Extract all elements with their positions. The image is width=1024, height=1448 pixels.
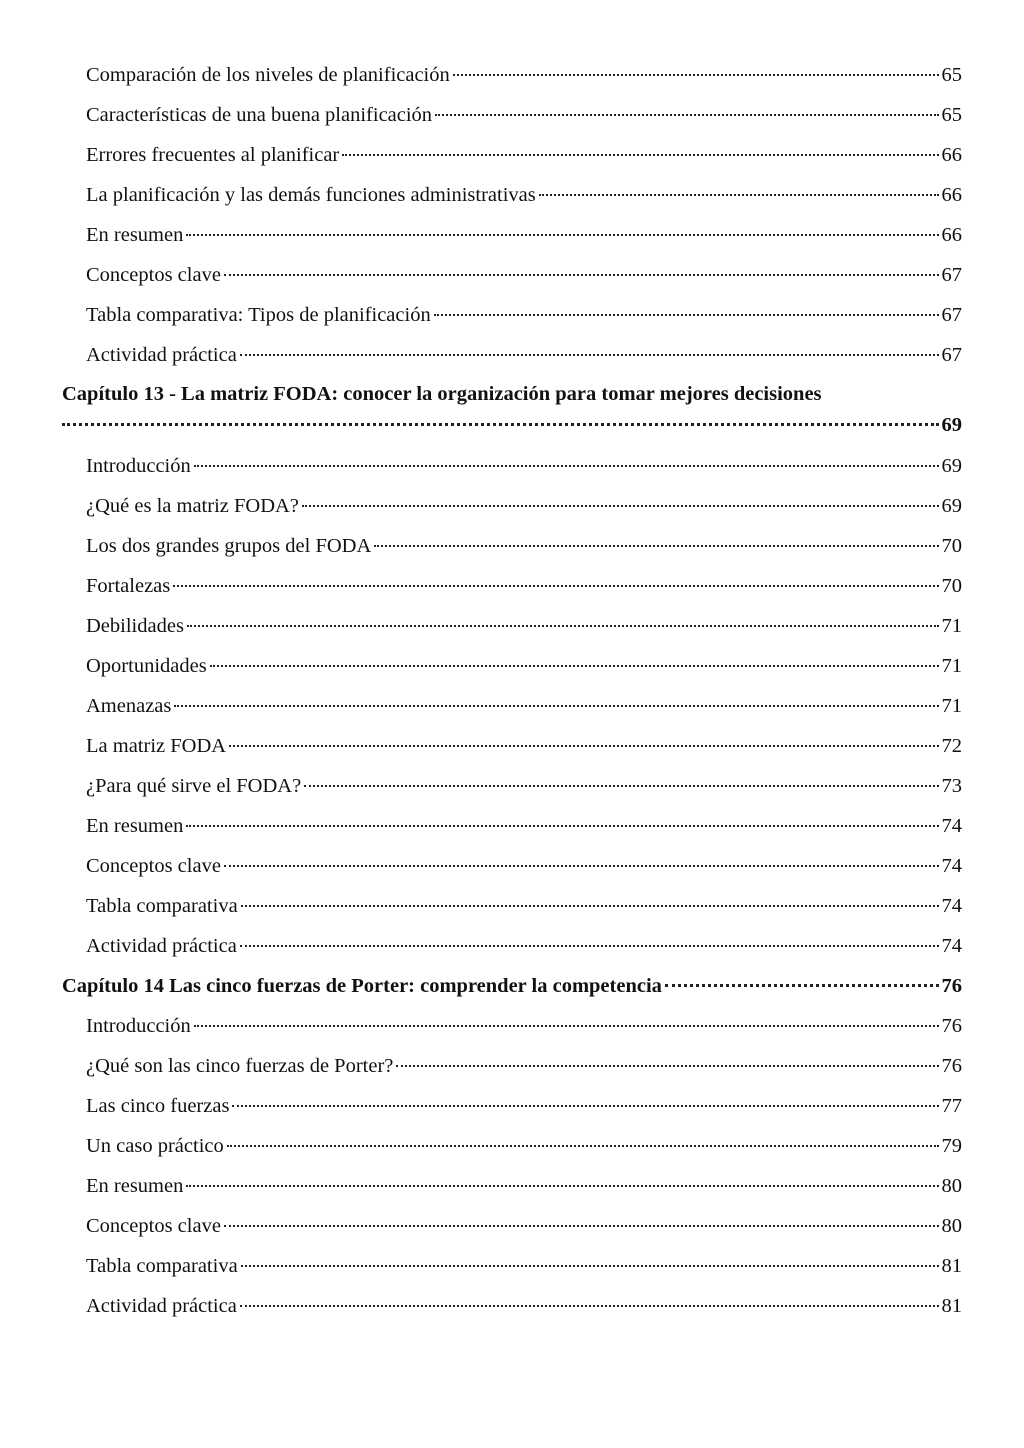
toc-dot-leader	[232, 1105, 938, 1107]
toc-page-number: 76	[941, 1055, 962, 1077]
toc-dot-leader	[241, 1265, 939, 1267]
toc-dot-leader	[224, 865, 939, 867]
toc-page-number: 66	[941, 224, 962, 246]
toc-entry-title: Introducción	[86, 455, 191, 477]
toc-dot-leader	[396, 1065, 938, 1067]
toc-entry-title: Errores frecuentes al planificar	[86, 144, 340, 166]
toc-entry-title: Introducción	[86, 1015, 191, 1037]
toc-entry-title: ¿Qué es la matriz FODA?	[86, 495, 299, 517]
toc-chapter-entry[interactable]	[62, 966, 962, 1006]
toc-entry-title: ¿Para qué sirve el FODA?	[86, 775, 302, 797]
toc-entry-title: Actividad práctica	[86, 1295, 237, 1317]
toc-entry-title: Capítulo 14 Las cinco fuerzas de Porter: comprender la competencia	[62, 975, 662, 997]
toc-section-entry[interactable]	[62, 1126, 962, 1166]
toc-entry-title: En resumen	[86, 1175, 184, 1197]
toc-entry-title: La matriz FODA	[86, 735, 227, 757]
table-of-contents	[62, 55, 962, 1326]
toc-dot-leader	[229, 745, 938, 747]
toc-page-number: 70	[941, 575, 962, 597]
toc-page-number: 76	[941, 1015, 962, 1037]
toc-section-entry[interactable]	[62, 646, 962, 686]
toc-dot-leader	[62, 423, 939, 426]
toc-section-entry[interactable]	[62, 1086, 962, 1126]
toc-dot-leader	[187, 625, 939, 627]
toc-page-number: 81	[941, 1255, 962, 1277]
toc-dot-leader	[227, 1145, 939, 1147]
toc-section-entry[interactable]	[62, 1046, 962, 1086]
toc-dot-leader	[174, 705, 938, 707]
toc-dot-leader	[241, 905, 939, 907]
toc-dot-leader	[374, 545, 938, 547]
toc-dot-leader	[210, 665, 939, 667]
toc-dot-leader	[665, 984, 939, 987]
toc-entry-title: Conceptos clave	[86, 1215, 221, 1237]
toc-page-number: 67	[941, 264, 962, 286]
toc-page-number: 74	[941, 895, 962, 917]
toc-entry-title: Capítulo 13 - La matriz FODA: conocer la organización para tomar mejores decisiones	[62, 383, 822, 405]
toc-dot-leader	[224, 274, 939, 276]
toc-page-number: 65	[941, 64, 962, 86]
toc-section-entry[interactable]	[62, 295, 962, 335]
toc-section-entry[interactable]	[62, 486, 962, 526]
toc-page-number: 72	[941, 735, 962, 757]
toc-page-number: 81	[941, 1295, 962, 1317]
toc-page-number: 69	[941, 495, 962, 517]
toc-dot-leader	[434, 314, 939, 316]
toc-section-entry[interactable]	[62, 526, 962, 566]
toc-entry-title: Actividad práctica	[86, 935, 237, 957]
toc-page-number: 79	[941, 1135, 962, 1157]
toc-page-number: 66	[941, 184, 962, 206]
toc-entry-title: Debilidades	[86, 615, 184, 637]
toc-section-entry[interactable]	[62, 886, 962, 926]
toc-section-entry[interactable]	[62, 926, 962, 966]
toc-chapter-entry[interactable]	[62, 375, 962, 446]
toc-section-entry[interactable]	[62, 335, 962, 375]
toc-dot-leader	[453, 74, 939, 76]
toc-entry-title: En resumen	[86, 815, 184, 837]
toc-section-entry[interactable]	[62, 446, 962, 486]
toc-entry-title: En resumen	[86, 224, 184, 246]
toc-section-entry[interactable]	[62, 1246, 962, 1286]
toc-page-number: 71	[941, 655, 962, 677]
toc-dot-leader	[240, 945, 939, 947]
toc-page-number: 74	[941, 855, 962, 877]
toc-page-number: 65	[941, 104, 962, 126]
toc-page-number: 76	[941, 975, 962, 997]
toc-page-number: 69	[941, 414, 962, 436]
toc-section-entry[interactable]	[62, 55, 962, 95]
toc-page-number: 77	[941, 1095, 962, 1117]
toc-entry-title: Conceptos clave	[86, 855, 221, 877]
toc-leader-line	[62, 410, 962, 441]
toc-page-number: 71	[941, 615, 962, 637]
toc-entry-title: Las cinco fuerzas	[86, 1095, 230, 1117]
toc-dot-leader	[435, 114, 938, 116]
toc-dot-leader	[194, 465, 939, 467]
toc-section-entry[interactable]	[62, 1006, 962, 1046]
toc-section-entry[interactable]	[62, 726, 962, 766]
toc-entry-title: Actividad práctica	[86, 344, 237, 366]
toc-dot-leader	[240, 1305, 939, 1307]
toc-section-entry[interactable]	[62, 806, 962, 846]
toc-entry-title: Los dos grandes grupos del FODA	[86, 535, 372, 557]
toc-page-number: 80	[941, 1215, 962, 1237]
toc-section-entry[interactable]	[62, 255, 962, 295]
toc-dot-leader	[304, 785, 938, 787]
toc-section-entry[interactable]	[62, 135, 962, 175]
toc-page-number: 73	[941, 775, 962, 797]
toc-entry-title: Tabla comparativa	[86, 1255, 238, 1277]
toc-page-number: 80	[941, 1175, 962, 1197]
toc-page-number: 70	[941, 535, 962, 557]
toc-section-entry[interactable]	[62, 846, 962, 886]
toc-entry-title: Características de una buena planificación	[86, 104, 433, 126]
toc-entry-title: Fortalezas	[86, 575, 171, 597]
toc-page-number: 67	[941, 344, 962, 366]
toc-entry-title: Tabla comparativa	[86, 895, 238, 917]
toc-entry-title: Conceptos clave	[86, 264, 221, 286]
toc-section-entry[interactable]	[62, 215, 962, 255]
toc-page-number: 74	[941, 815, 962, 837]
toc-entry-title: ¿Qué son las cinco fuerzas de Porter?	[86, 1055, 394, 1077]
toc-dot-leader	[224, 1225, 939, 1227]
toc-page-number: 74	[941, 935, 962, 957]
toc-section-entry[interactable]	[62, 766, 962, 806]
toc-section-entry[interactable]	[62, 686, 962, 726]
toc-section-entry[interactable]	[62, 1286, 962, 1326]
toc-section-entry[interactable]	[62, 1206, 962, 1246]
toc-dot-leader	[186, 1185, 938, 1187]
toc-section-entry[interactable]	[62, 606, 962, 646]
toc-dot-leader	[194, 1025, 939, 1027]
toc-dot-leader	[173, 585, 938, 587]
toc-dot-leader	[186, 234, 938, 236]
toc-page-number: 67	[941, 304, 962, 326]
toc-page-number: 71	[941, 695, 962, 717]
toc-entry-title: Comparación de los niveles de planificación	[86, 64, 450, 86]
toc-section-entry[interactable]	[62, 1166, 962, 1206]
toc-page-number: 66	[941, 144, 962, 166]
toc-dot-leader	[302, 505, 939, 507]
toc-section-entry[interactable]	[62, 566, 962, 606]
toc-section-entry[interactable]	[62, 175, 962, 215]
toc-entry-title: Oportunidades	[86, 655, 207, 677]
toc-entry-title: Un caso práctico	[86, 1135, 224, 1157]
toc-section-entry[interactable]	[62, 95, 962, 135]
toc-page-number: 69	[941, 455, 962, 477]
toc-dot-leader	[539, 194, 939, 196]
toc-dot-leader	[240, 354, 939, 356]
toc-dot-leader	[186, 825, 938, 827]
toc-entry-title: Amenazas	[86, 695, 172, 717]
toc-dot-leader	[342, 154, 938, 156]
toc-entry-title: La planificación y las demás funciones administrativas	[86, 184, 536, 206]
toc-entry-title: Tabla comparativa: Tipos de planificación	[86, 304, 431, 326]
